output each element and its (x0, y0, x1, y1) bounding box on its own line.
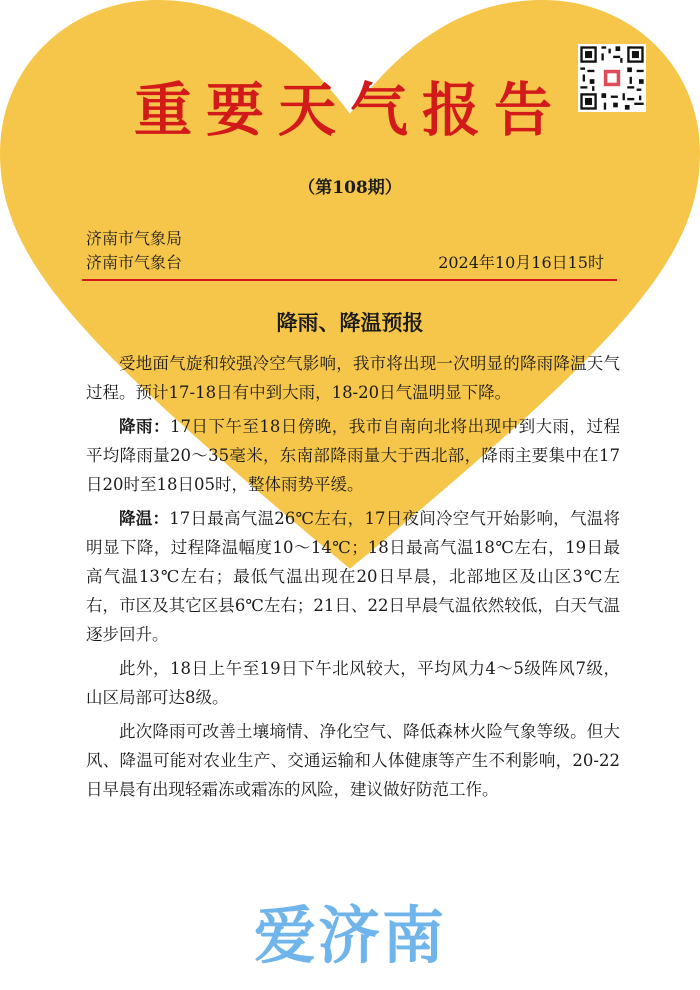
cooling-text: 17日最高气温26℃左右，17日夜间冷空气开始影响，气温将明显下降，过程降温幅度10～14℃；18日最高气温18℃左右，19日最高气温13℃左右；最低气温出现在20日早晨，北部地区及山区3℃左右，市区及其它区县6℃左右；21日、22日早晨气温依然较低，白天气温逐步回升。 (86, 509, 621, 644)
wind-paragraph: 此外，18日上午至19日下午北风较大，平均风力4～5级阵风7级，山区局部可达8级。 (86, 659, 620, 707)
impact-paragraph: 此次降雨可改善土壤墒情、净化空气、降低森林火险气象等级。但大风、降温可能对农业生产、交通运输和人体健康等产生不利影响，20-22日早晨有出现轻霜冻或霜冻的风险，建议做好防范工作。 (86, 722, 620, 799)
issuer-bureau: 济南市气象局 (86, 229, 183, 248)
cooling-paragraph (86, 504, 620, 649)
qr-code-icon (578, 44, 646, 112)
rain-paragraph (86, 412, 620, 499)
issue-number: （第108期） (298, 178, 402, 198)
rain-label: 降雨： (119, 417, 170, 436)
issue-date: 2024年10月16日15时 (438, 253, 604, 272)
watermark-logo: 爱济南 (253, 899, 446, 972)
article-body (86, 349, 620, 809)
header-divider (82, 279, 617, 281)
cooling-label: 降温： (119, 509, 170, 528)
issuer-observatory: 济南市气象台 (86, 253, 183, 272)
report-title: 重要天气报告 (133, 76, 566, 144)
article-headline: 降雨、降温预报 (276, 310, 424, 335)
intro-paragraph: 受地面气旋和较强冷空气影响，我市将出现一次明显的降雨降温天气过程。预计17-18日有中到大雨，18-20日气温明显下降。 (86, 354, 620, 402)
rain-text: 17日下午至18日傍晚，我市自南向北将出现中到大雨，过程平均降雨量20～35毫米，东南部降雨量大于西北部，降雨主要集中在17日20时至18日05时，整体雨势平缓。 (86, 417, 620, 494)
